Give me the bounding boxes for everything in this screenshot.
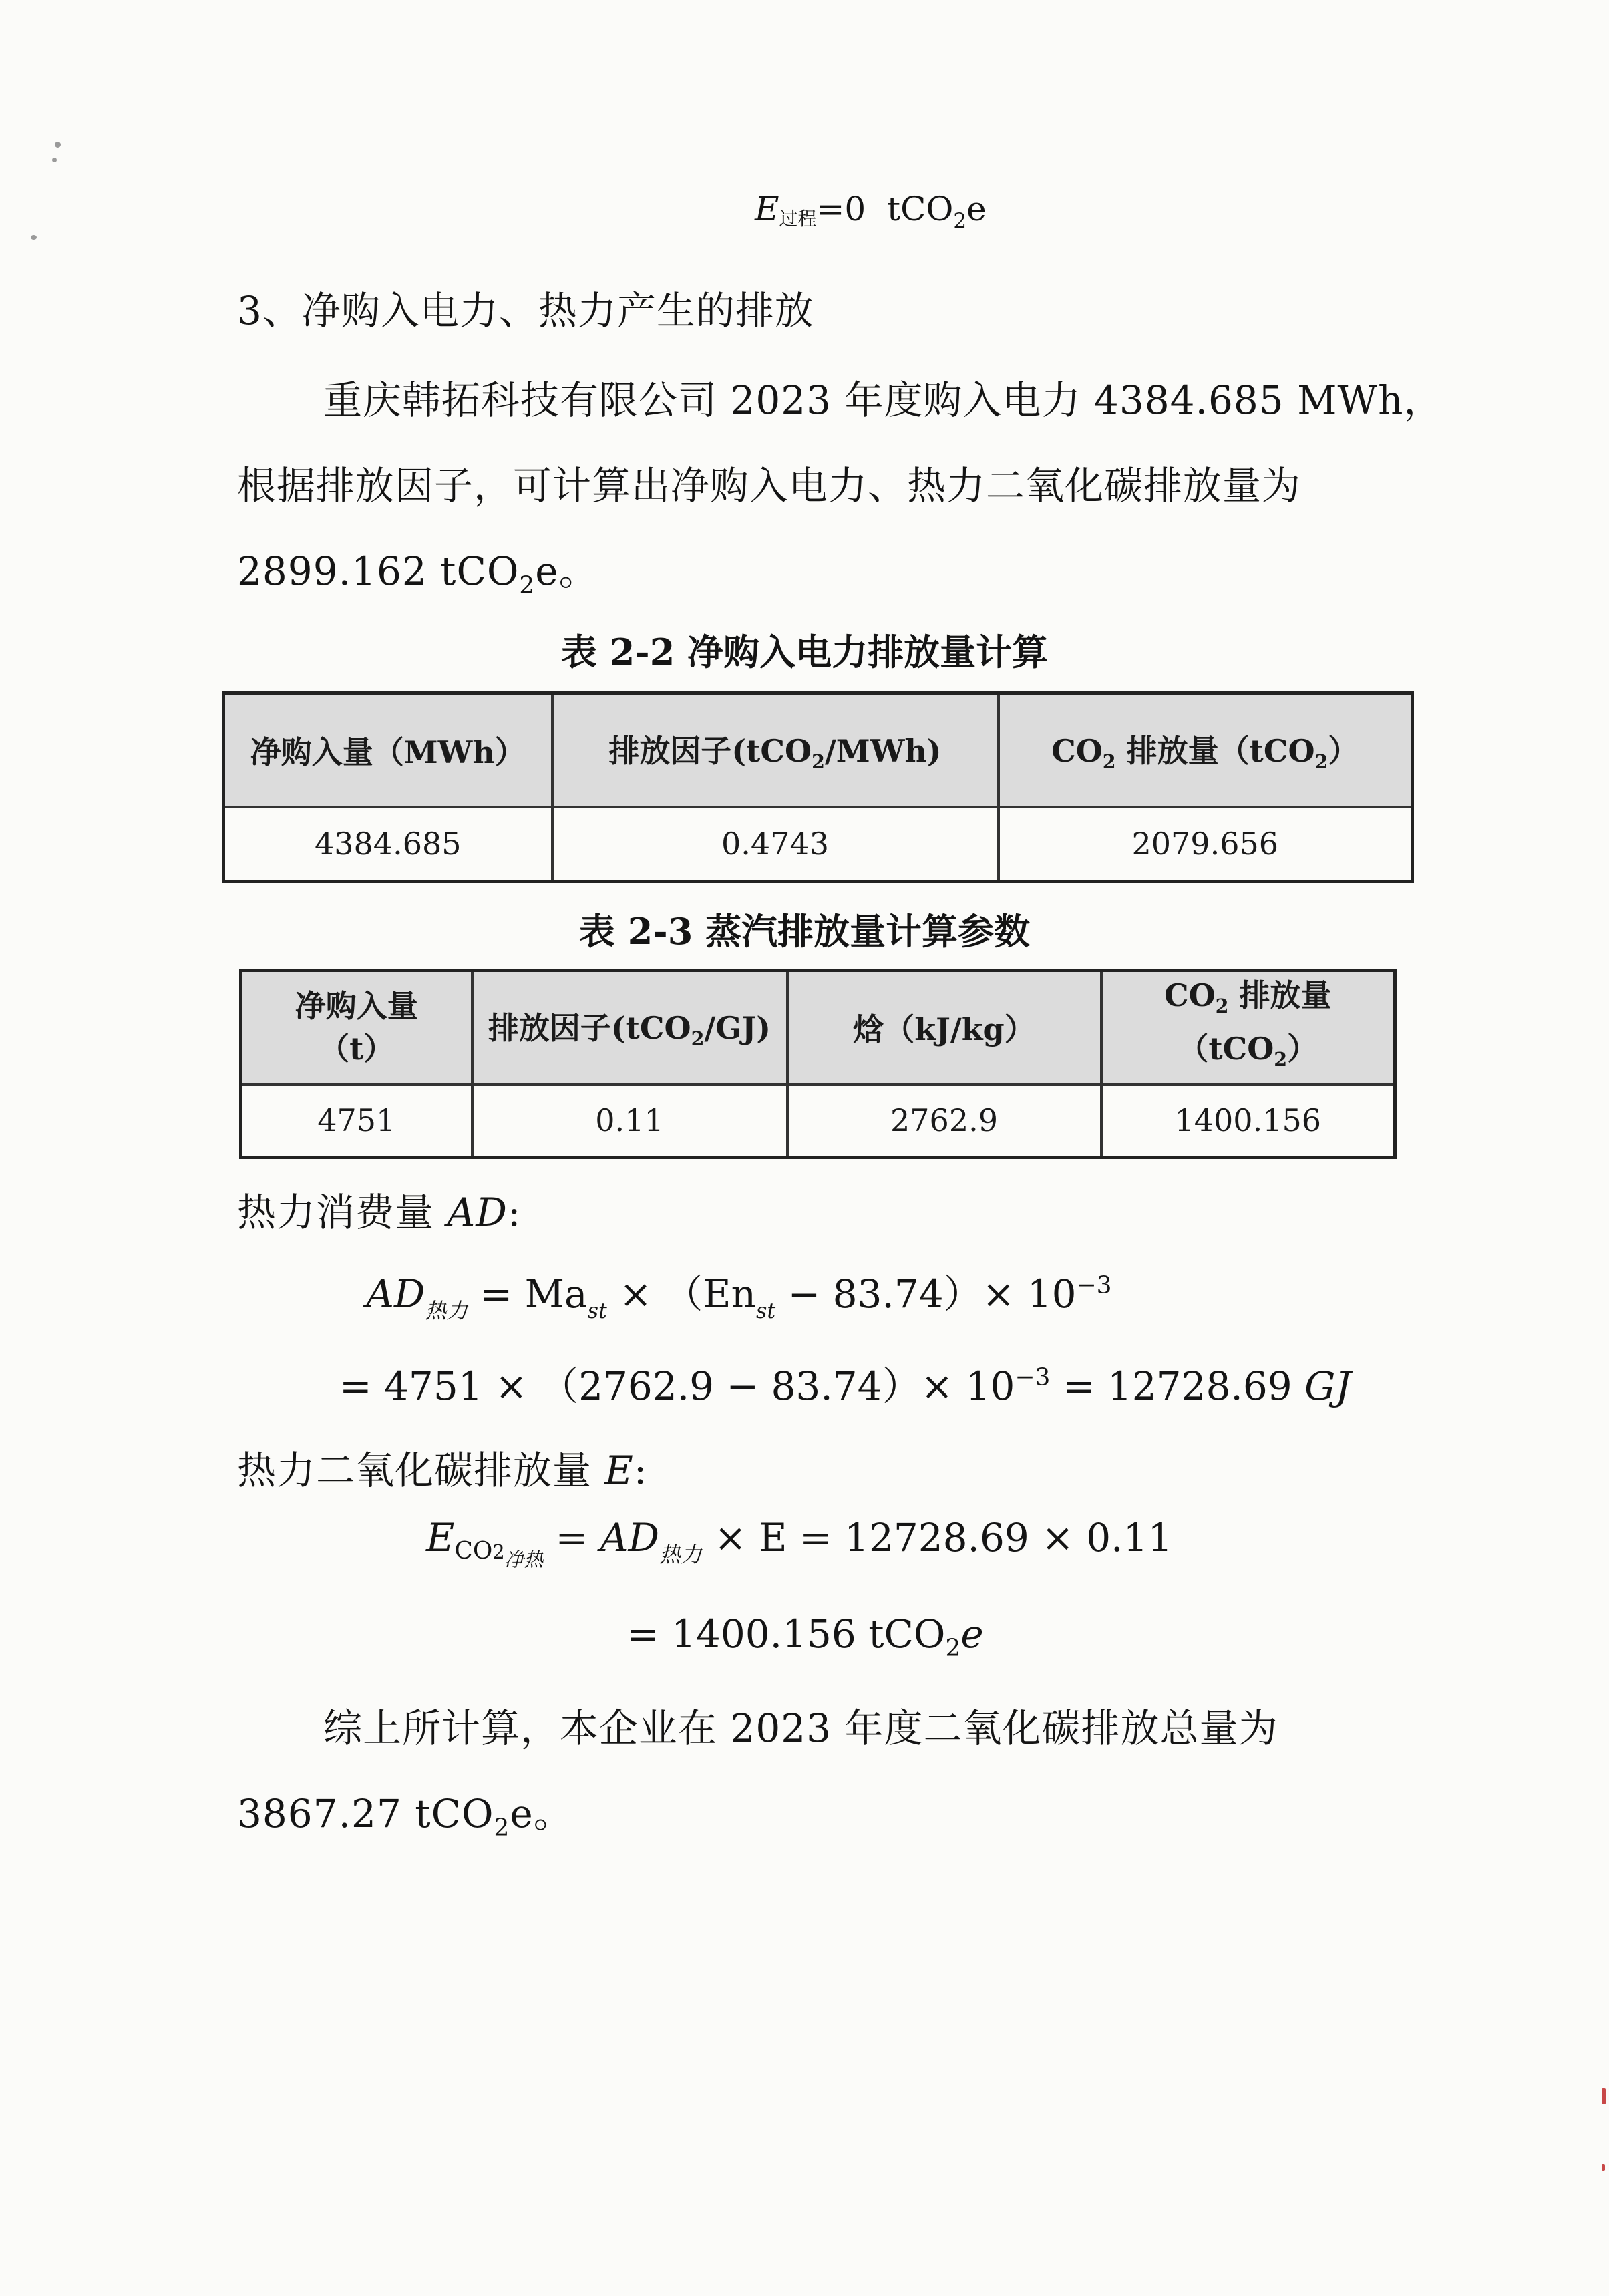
eq-unit-sub: 2	[953, 208, 967, 233]
equation-e-formula: $E_{CO2_{净热}} = AD_{热力} \times E = 12728.69 \times 0.11$	[426, 1515, 1173, 1571]
heat-consumption-label: 热力消费量 AD:	[237, 1190, 522, 1235]
section-heading: 3、净购入电力、热力产生的排放	[237, 288, 814, 333]
heat-emission-label: 热力二氧化碳排放量 E:	[237, 1448, 648, 1493]
table-cell: 2762.9	[787, 1084, 1101, 1158]
value-text: e。	[535, 548, 598, 594]
scan-mark	[1602, 2164, 1605, 2171]
table-cell: 2079.656	[999, 807, 1413, 882]
scan-speck	[31, 235, 37, 240]
table-caption: 表 2-2 净购入电力排放量计算	[560, 631, 1049, 673]
equation-e-value: = 1400.156 tCO$_2$e	[627, 1611, 984, 1662]
table-header-cell: 净购入量 （t）	[241, 971, 472, 1084]
scan-mark	[1602, 2088, 1606, 2104]
subscript: 2	[519, 571, 536, 599]
table-header-row	[224, 693, 1413, 807]
eq-sub: 过程	[779, 208, 817, 230]
table-header-cell: $CO_2$ 排放量 （tCO$_2$）	[1101, 971, 1395, 1084]
electricity-emission-table	[222, 691, 1414, 883]
paragraph-line: 根据排放因子，可计算出净购入电力、热力二氧化碳排放量为	[237, 463, 1302, 508]
table-cell: 1400.156	[1101, 1084, 1395, 1158]
equation-ad-value: = $4751 \times (2762.9 - 83.74)\times 10^{-3} = 12728.69$ GJ	[339, 1363, 1351, 1409]
table-header-cell: 焓（kJ/kg）	[787, 971, 1101, 1084]
paragraph-line: 重庆韩拓科技有限公司 2023 年度购入电力 4384.685 MWh，	[323, 377, 1443, 423]
equation-ad-formula: $AD_{热力} = Ma_{st} \times (En_{st} - 83.74)\times 10^{-3}$	[366, 1271, 1112, 1323]
table-cell: 0.11	[472, 1084, 787, 1158]
scan-speck	[52, 158, 57, 162]
eq-unit-post: e	[966, 190, 987, 228]
table-row	[224, 807, 1413, 882]
table-cell: 4384.685	[224, 807, 552, 882]
table-header-cell: 净购入量（MWh）	[224, 693, 552, 807]
steam-emission-table	[239, 969, 1397, 1159]
eq-lhs: E	[755, 190, 779, 228]
table-header-cell: 排放因子(tCO$_2$/MWh)	[552, 693, 999, 807]
table-cell: 0.4743	[552, 807, 999, 882]
equation-process-emission	[755, 190, 987, 233]
paragraph-line	[237, 540, 598, 599]
table-cell: 4751	[241, 1084, 472, 1158]
table-header-cell: $CO_2$ 排放量（tCO$_2$）	[999, 693, 1413, 807]
table-caption: 表 2-3 蒸汽排放量计算参数	[578, 910, 1031, 953]
value-text: 2899.162 tCO	[237, 548, 520, 594]
summary-line: 3867.27 tCO$_2$e。	[237, 1791, 573, 1842]
summary-line: 综上所计算，本企业在 2023 年度二氧化碳排放总量为	[323, 1705, 1278, 1751]
table-header-cell: 排放因子(tCO$_2$/GJ)	[472, 971, 787, 1084]
table-row	[241, 1084, 1395, 1158]
eq-rhs: =0	[816, 190, 866, 228]
eq-unit: tCO	[887, 190, 954, 228]
scan-speck	[55, 142, 61, 148]
table-header-row	[241, 971, 1395, 1084]
